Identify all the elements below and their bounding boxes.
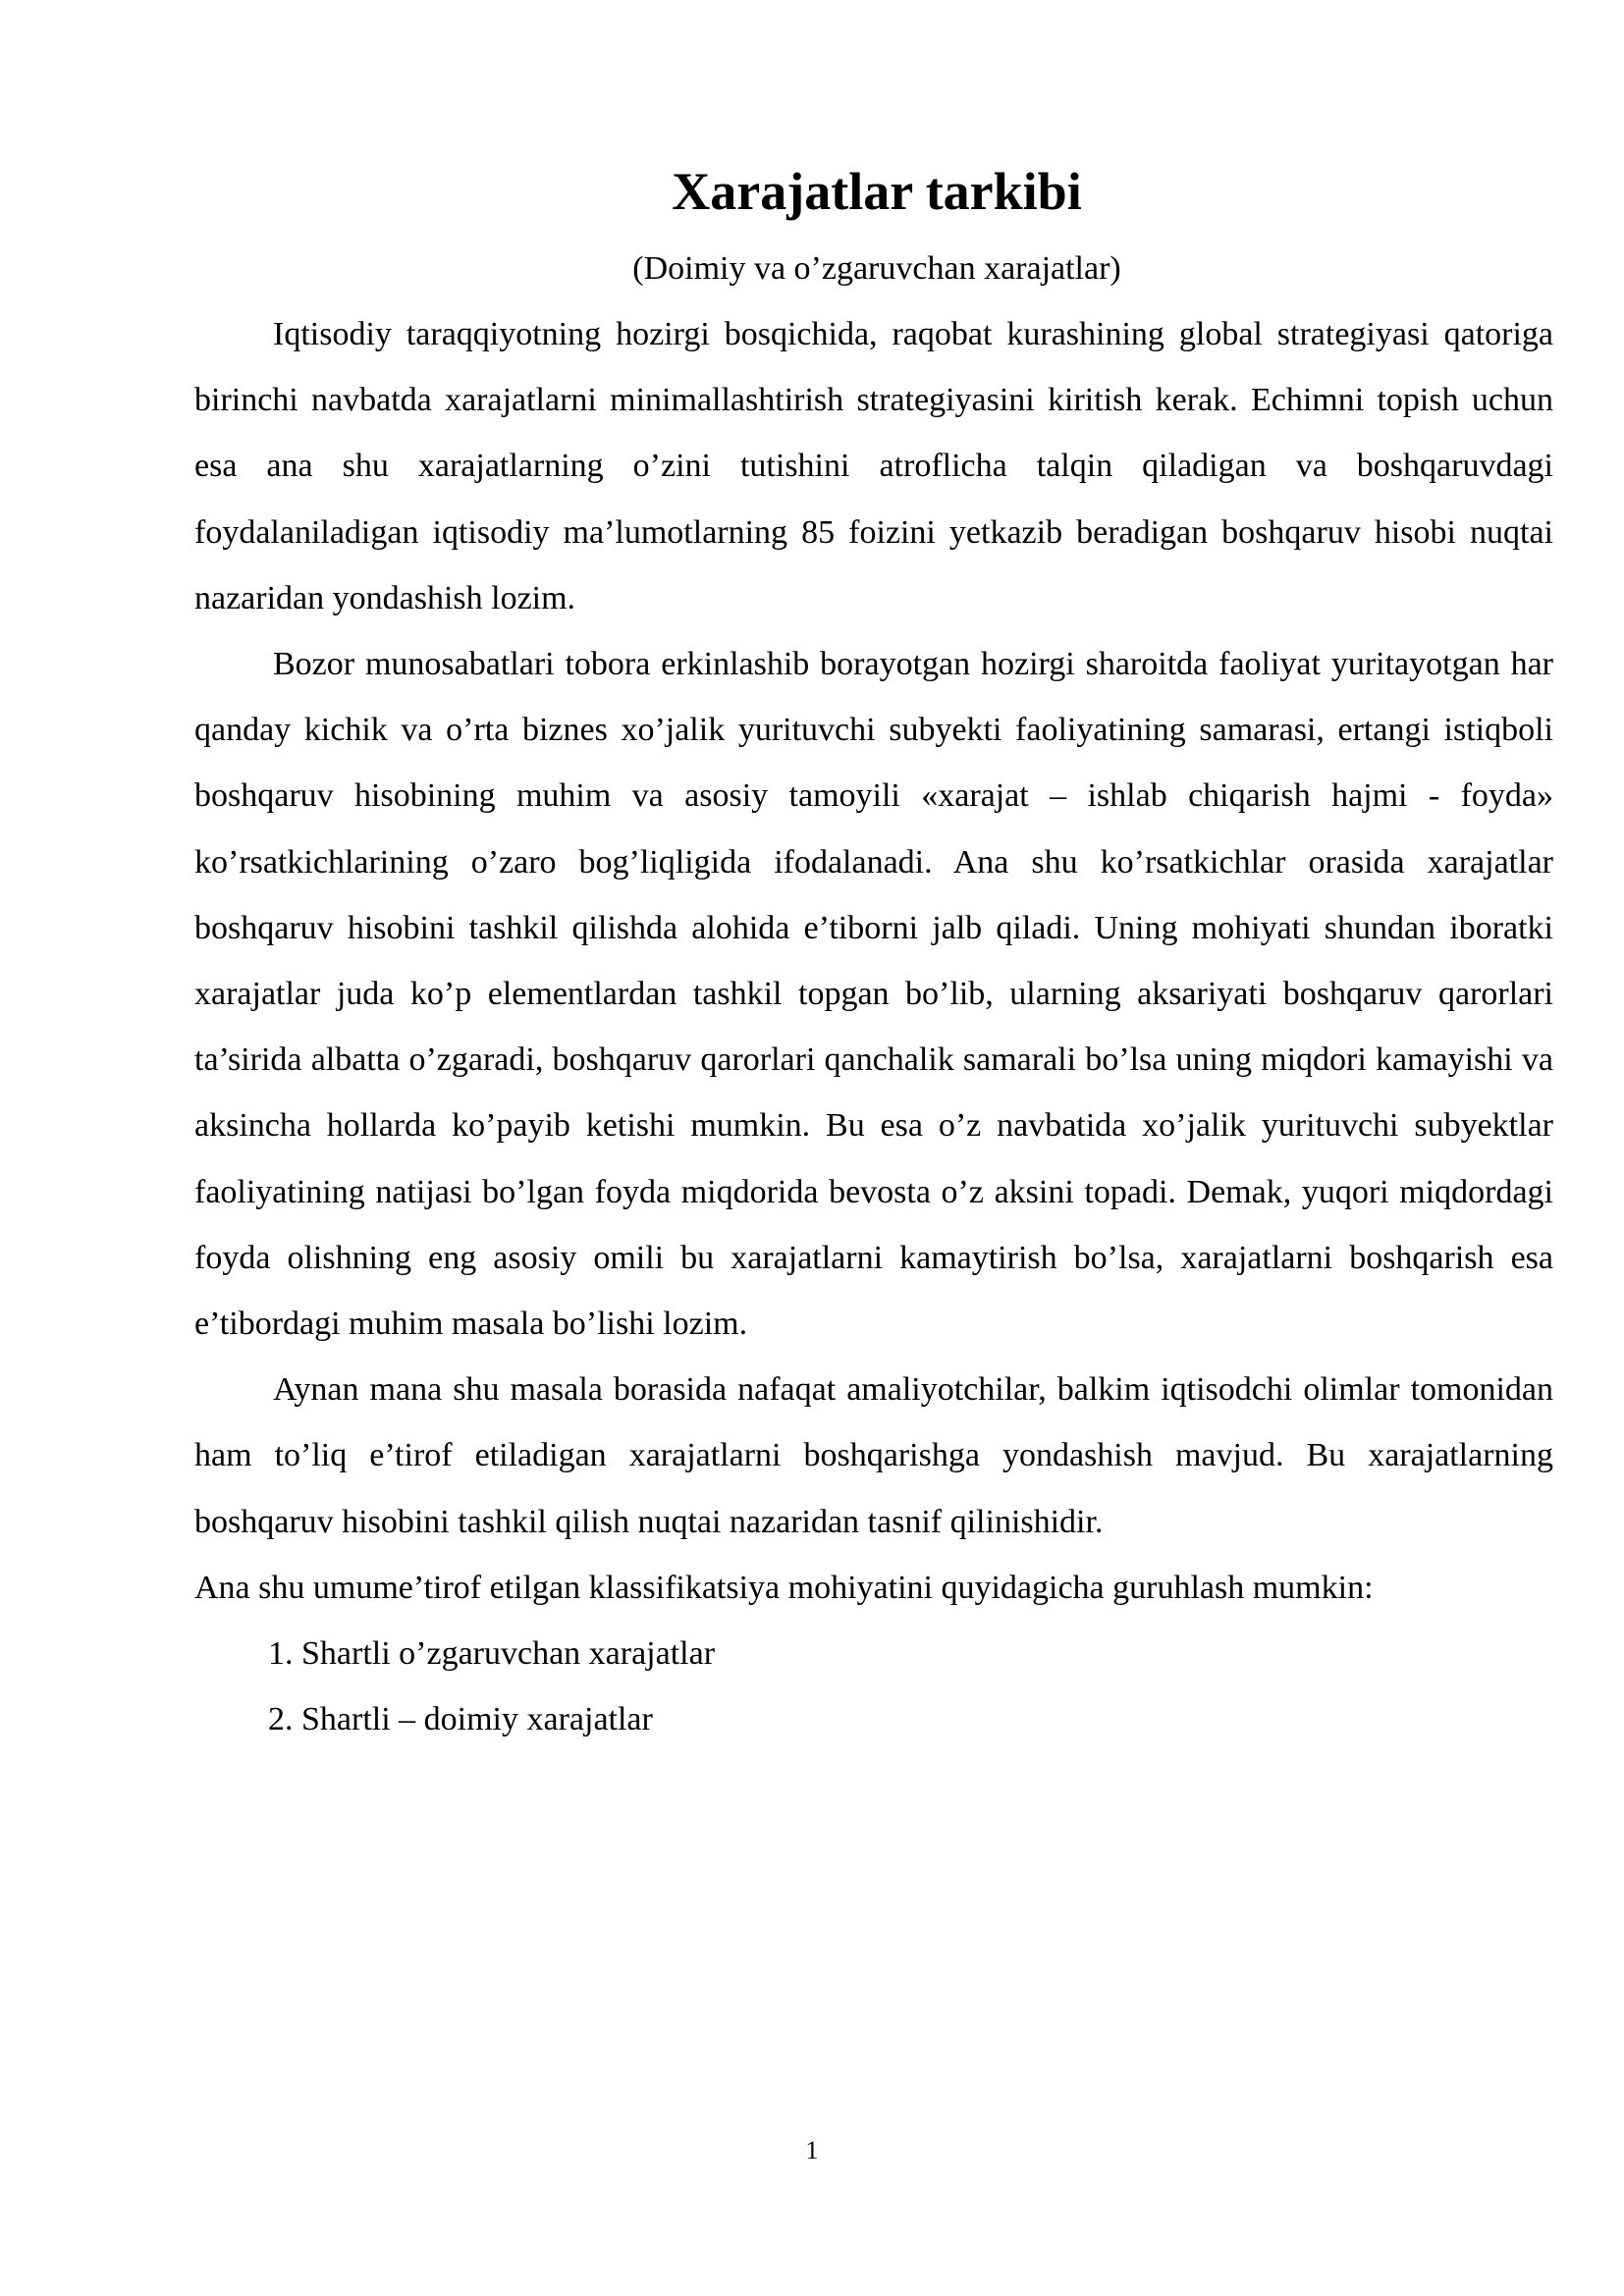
document-page [194,147,1553,1752]
list-item: 2. Shartli – doimiy xarajatlar [268,1701,653,1738]
page-number: 1 [805,2136,819,2164]
document-title: Xarajatlar tarkibi [672,162,1082,221]
list-item: 1. Shartli o’zgaruvchan xarajatlar [268,1635,716,1673]
document-subtitle: (Doimiy va o’zgaruvchan xarajatlar) [632,250,1121,287]
classification-list [194,1621,1553,1752]
paragraph-2: Bozor munosabatlari tobora erkinlashib borayotgan hozirgi sharoitda faoliyat yuritayotgan har qanday kichik va o’rta biznes xo’jalik yurituvchi subyekti faoliyatining samarasi, ertangi istiqboli boshqaruv hisobining muhim va asosiy tamoyili «xarajat – ishlab chiqarish hajmi - foyda» ko’rsatkichlarining o’zaro bog’liqligida ifodalanadi. Ana shu ko’rsatkichlar orasida xarajatlar boshqaruv hisobini tashkil qilishda alohida e’tiborni jalb qiladi. Uning mohiyati shundan iboratki xarajatlar juda ko’p elementlardan tashkil topgan bo’lib, ularning aksariyati boshqaruv qarorlari ta’sirida albatta o’zgaradi, boshqaruv qarorlari qanchalik samarali bo’lsa uning miqdori kamayishi va aksincha hollarda ko’payib ketishi mumkin. Bu esa o’z navbatida xo’jalik yurituvchi subyektlar faoliyatining natijasi bo’lgan foyda miqdorida bevosta o’z aksini topadi. Demak, yuqori miqdordagi foyda olishning eng asosiy omili bu xarajatlarni kamaytirish bo’lsa, xarajatlarni boshqarish esa e’tibordagi muhim masala bo’lishi lozim. [194,646,1553,1343]
closing-paragraph: Ana shu umume’tirof etilgan klassifikatsiya mohiyatini quyidagicha guruhlash mumkin: [194,1569,1374,1606]
paragraph-1: Iqtisodiy taraqqiyotning hozirgi bosqichida, raqobat kurashining global strategiyasi qatoriga birinchi navbatda xarajatlarni minimallashtirish strategiyasini kiritish kerak. Echimni topish uchun esa ana shu xarajatlarning o’zini tutishini atroflicha talqin qiladigan va boshqaruvdagi foydalaniladigan iqtisodiy ma’lumotlarning 85 foizini yetkazib beradigan boshqaruv hisobi nuqtai nazaridan yondashish lozim. [194,316,1553,616]
paragraph-3: Aynan mana shu masala borasida nafaqat amaliyotchilar, balkim iqtisodchi olimlar tomonidan ham to’liq e’tirof etiladigan xarajatlarni boshqarishga yondashish mavjud. Bu xarajatlarning boshqaruv hisobini tashkil qilish nuqtai nazaridan tasnif qilinishidir. [194,1371,1553,1540]
